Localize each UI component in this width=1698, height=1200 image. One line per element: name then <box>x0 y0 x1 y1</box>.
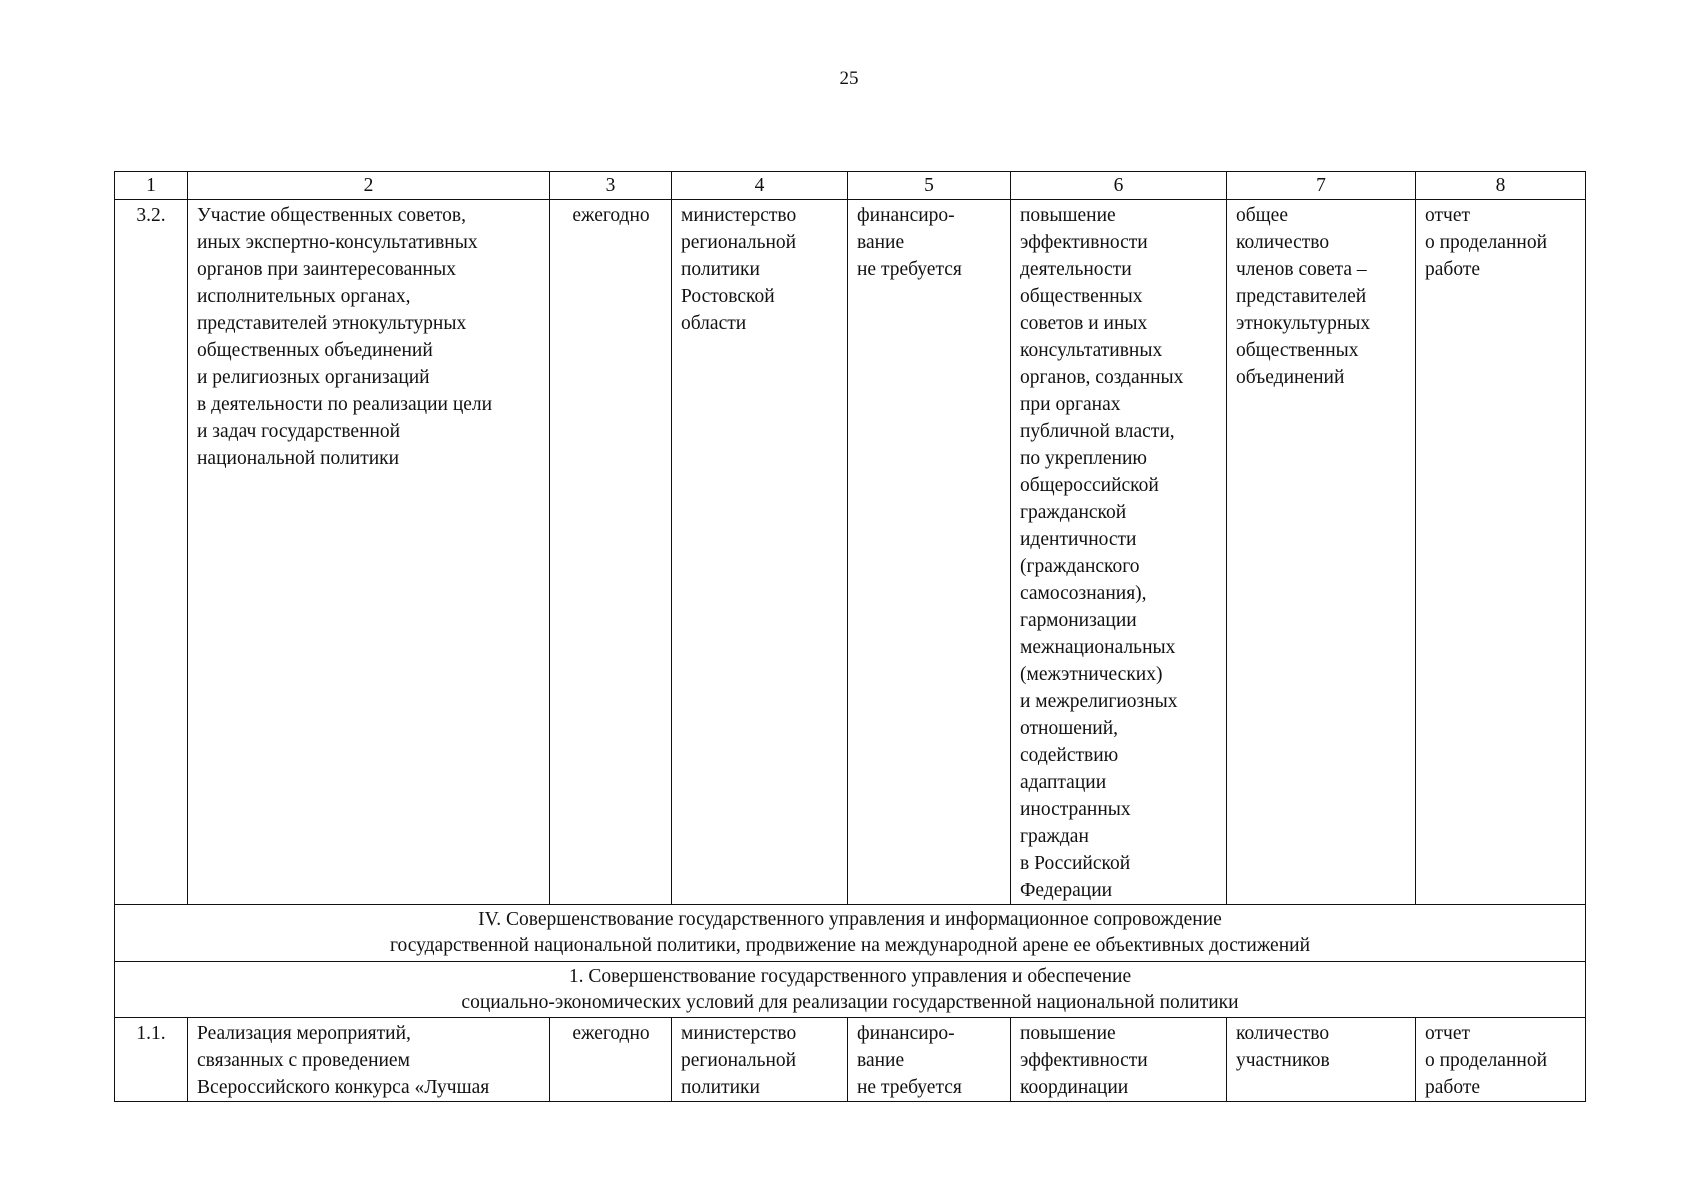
column-number-cell: 3 <box>550 172 672 200</box>
table-row <box>115 200 1586 905</box>
report-cell: отчет о проделанной работе <box>1416 200 1586 905</box>
subsection-title: 1. Совершенствование государственного управления и обеспечение социально-экономических условий для реализации государственной национальной политики <box>115 962 1586 1018</box>
subsection-header-row <box>115 962 1586 1018</box>
column-number-cell: 5 <box>848 172 1011 200</box>
item-number-cell: 3.2. <box>115 200 188 905</box>
section-header-row <box>115 905 1586 962</box>
deadline-cell: ежегодно <box>550 1018 672 1102</box>
action-plan-table <box>114 171 1586 1102</box>
column-number-cell: 4 <box>672 172 848 200</box>
report-cell: отчет о проделанной работе <box>1416 1018 1586 1102</box>
column-number-cell: 8 <box>1416 172 1586 200</box>
column-number-cell: 6 <box>1011 172 1227 200</box>
section-title: IV. Совершенствование государственного управления и информационное сопровождение государственной национальной политики, продвижение на международной арене ее объективных достижений <box>115 905 1586 962</box>
deadline-cell: ежегодно <box>550 200 672 905</box>
indicator-cell: количество участников <box>1227 1018 1416 1102</box>
table-row <box>115 1018 1586 1102</box>
indicator-cell: общее количество членов совета – представителей этнокультурных общественных объединений <box>1227 200 1416 905</box>
executor-cell: министерство региональной политики Ростовской области <box>672 200 848 905</box>
funding-cell: финансиро- вание не требуется <box>848 1018 1011 1102</box>
column-number-cell: 7 <box>1227 172 1416 200</box>
event-cell: Реализация мероприятий, связанных с проведением Всероссийского конкурса «Лучшая <box>188 1018 550 1102</box>
item-number-cell: 1.1. <box>115 1018 188 1102</box>
executor-cell: министерство региональной политики <box>672 1018 848 1102</box>
column-number-cell: 1 <box>115 172 188 200</box>
result-cell: повышение эффективности координации <box>1011 1018 1227 1102</box>
event-cell: Участие общественных советов, иных экспертно-консультативных органов при заинтересованных исполнительных органах, представителей этнокультурных общественных объединений и религиозных организаций в деятельности по реализации цели и задач государственной национальной политики <box>188 200 550 905</box>
page-number: 25 <box>839 68 859 89</box>
funding-cell: финансиро- вание не требуется <box>848 200 1011 905</box>
column-number-row <box>115 172 1586 200</box>
result-cell: повышение эффективности деятельности общественных советов и иных консультативных органов, созданных при органах публичной власти, по укреплению общероссийской гражданской идентичности (гражданского самосознания), гармонизации межнациональных (межэтнических) и межрелигиозных отношений, содействию адаптации иностранных граждан в Российской Федерации <box>1011 200 1227 905</box>
column-number-cell: 2 <box>188 172 550 200</box>
